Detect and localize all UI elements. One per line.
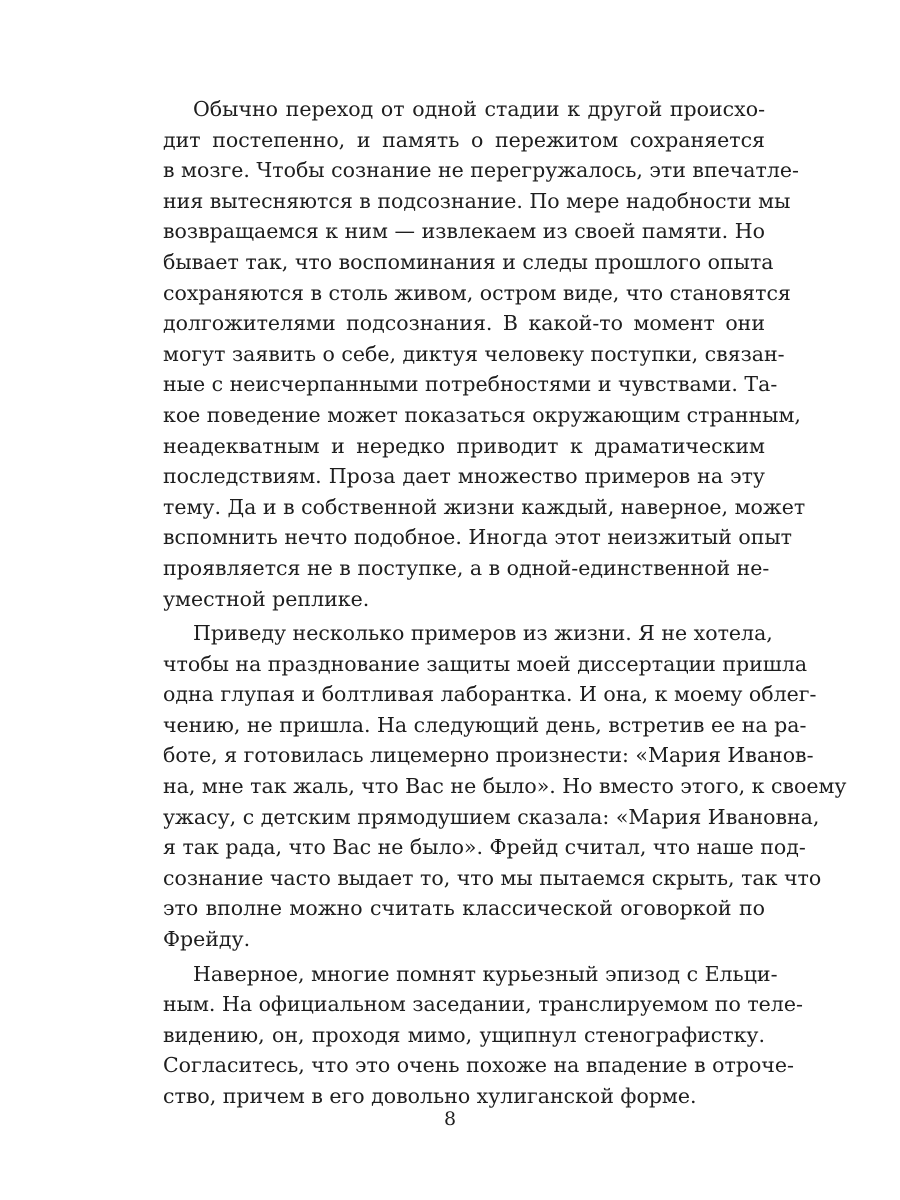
text-line: ство, причем в его довольно хулиганской форме.: [163, 1084, 697, 1108]
text-line: боте, я готовилась лицемерно произнести: «Мария Иванов-: [163, 743, 814, 768]
text-line: ужасу, с детским прямодушием сказала: «Мария Ивановна,: [163, 804, 820, 829]
text-line: Приведу несколько примеров из жизни. Я не хотела,: [193, 621, 773, 646]
body-text: [163, 94, 847, 1112]
text-line: чтобы на празднование защиты моей диссертации пришла: [163, 651, 808, 676]
text-line: неадекватным и нередко приводит к драматическим: [163, 433, 765, 458]
text-line: сознание часто выдает то, что мы пытаемся скрыть, так что: [163, 865, 822, 890]
page-number: 8: [443, 1108, 457, 1130]
text-line: одна глупая и болтливая лаборантка. И она, к моему облег-: [163, 682, 817, 707]
text-line: в мозге. Чтобы сознание не перегружалось, эти впечатле-: [163, 158, 799, 183]
text-line: могут заявить о себе, диктуя человеку поступки, связан-: [163, 341, 785, 366]
text-line: дит постепенно, и память о пережитом сохраняется: [163, 127, 765, 152]
text-line: видению, он, проходя мимо, ущипнул стенографистку.: [163, 1022, 765, 1047]
text-line: ния вытесняются в подсознание. По мере надобности мы: [163, 188, 791, 213]
text-line: Согласитесь, что это очень похоже на впадение в отроче-: [163, 1053, 794, 1078]
text-line: чению, не пришла. На следующий день, встретив ее на ра-: [163, 712, 807, 737]
text-line: тему. Да и в собственной жизни каждый, наверное, может: [163, 494, 806, 519]
text-line: вспомнить нечто подобное. Иногда этот неизжитый опыт: [163, 525, 793, 550]
text-line: Обычно переход от одной стадии к другой происхо-: [193, 97, 765, 121]
text-line: Фрейду.: [163, 927, 251, 952]
text-line: ным. На официальном заседании, транслируемом по теле-: [163, 992, 803, 1017]
text-line: проявляется не в поступке, а в одной-единственной не-: [163, 555, 770, 580]
text-line: кое поведение может показаться окружающим странным,: [163, 402, 801, 427]
text-line: я так рада, что Вас не было». Фрейд считал, что наше под-: [163, 835, 806, 860]
paragraph: [163, 618, 847, 955]
text-line: возвращаемся к ним — извлекаем из своей памяти. Но: [163, 219, 765, 244]
text-line: ные с неисчерпанными потребностями и чувствами. Та-: [163, 372, 778, 397]
text-line: бывает так, что воспоминания и следы прошлого опыта: [163, 249, 774, 274]
text-line: последствиям. Проза дает множество примеров на эту: [163, 464, 765, 489]
text-line: долгожителями подсознания. В какой-то момент они: [163, 311, 765, 336]
text-line: это вполне можно считать классической оговоркой по: [163, 896, 765, 921]
text-line: на, мне так жаль, что Вас не было». Но вместо этого, к своему: [163, 774, 847, 799]
text-line: Наверное, многие помнят курьезный эпизод с Ельци-: [193, 961, 778, 986]
text-line: сохраняются в столь живом, остром виде, что становятся: [163, 280, 791, 305]
paragraph: [163, 94, 806, 614]
paragraph: [163, 959, 803, 1112]
text-line: уместной реплике.: [163, 586, 370, 611]
